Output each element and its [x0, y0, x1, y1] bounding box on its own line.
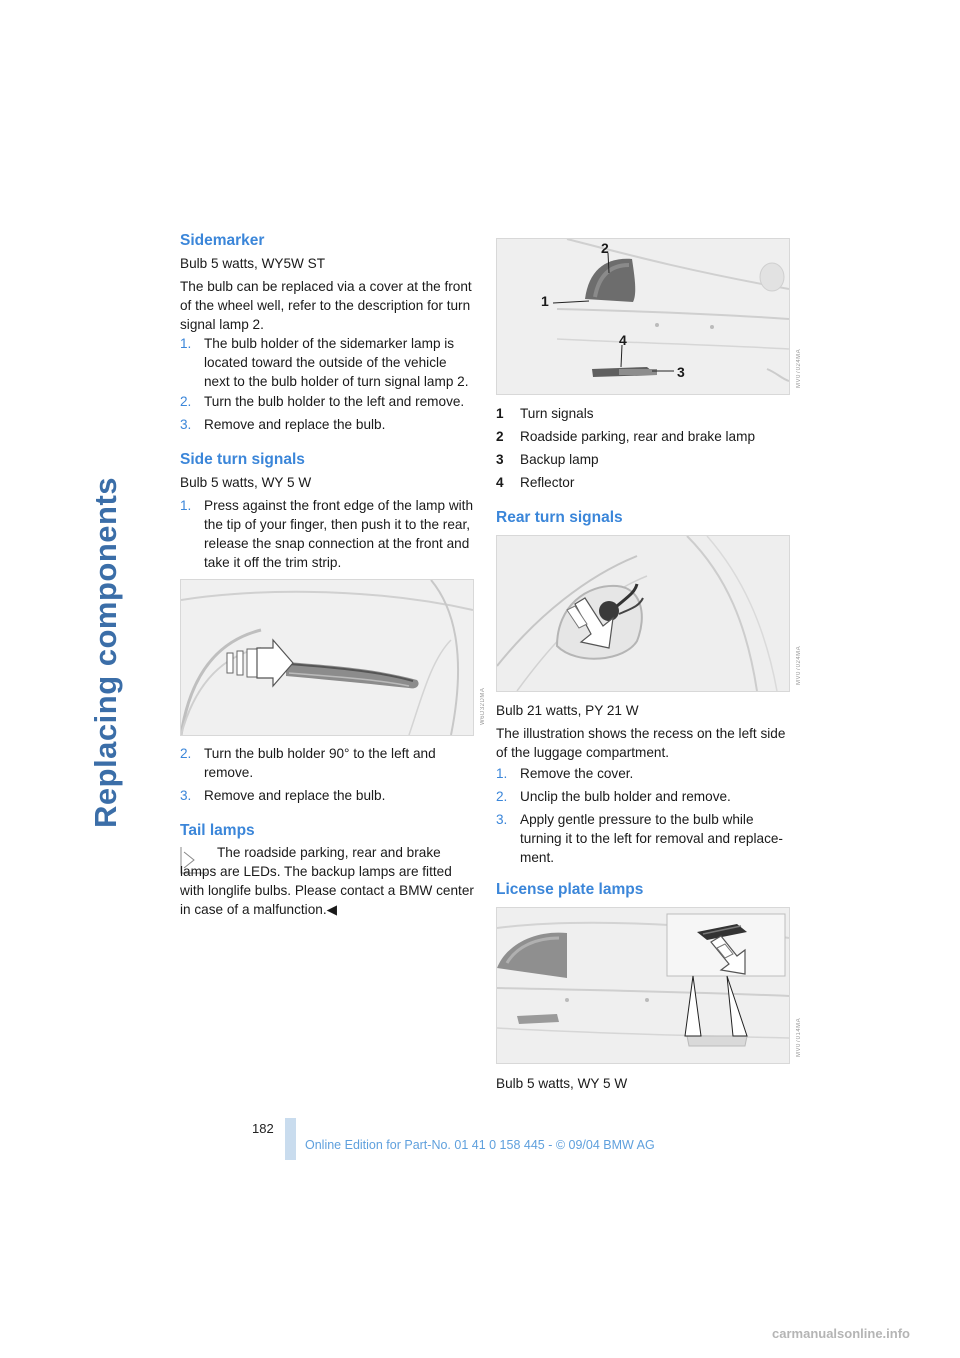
- rear-turn-heading: Rear turn signals: [496, 509, 623, 526]
- side-turn-step-1: [180, 496, 475, 572]
- legend-number: 4: [496, 475, 504, 490]
- step-number: 3.: [180, 417, 192, 432]
- legend-number: 1: [496, 406, 504, 421]
- step-text: Remove and replace the bulb.: [204, 788, 386, 803]
- step-number: 3.: [496, 812, 508, 827]
- sidemarker-heading: Sidemarker: [180, 232, 265, 249]
- step-number: 2.: [180, 746, 192, 761]
- rear-turn-step-3: [496, 810, 791, 867]
- tail-lamps-note: [180, 843, 475, 919]
- legend-item-3: [496, 450, 791, 469]
- legend-text: Turn signals: [520, 406, 594, 421]
- legend-item-2: [496, 427, 791, 446]
- car-fender-illustration: [181, 580, 473, 735]
- side-turn-step-2: [180, 744, 475, 782]
- legend-text: Backup lamp: [520, 452, 599, 467]
- step-text: Remove and replace the bulb.: [204, 417, 386, 432]
- watermark: carmanualsonline.info: [772, 1326, 910, 1341]
- license-figure-code: MV07014MA: [796, 1017, 802, 1057]
- license-bulb: Bulb 5 watts, WY 5 W: [496, 1076, 628, 1091]
- legend-item-4: [496, 473, 791, 492]
- callout-4: 4: [619, 332, 627, 348]
- callout-3: 3: [677, 364, 685, 380]
- sidemarker-step-3: [180, 415, 475, 434]
- side-turn-bulb: Bulb 5 watts, WY 5 W: [180, 475, 312, 490]
- step-text: Turn the bulb holder 90° to the left and remove.: [204, 746, 436, 780]
- step-number: 2.: [180, 394, 192, 409]
- step-number: 1.: [180, 336, 192, 351]
- step-text: Press against the front edge of the lamp with the tip of your finger, then push it to the rear, release the snap connection at the front and take it off the trim strip.: [204, 498, 474, 570]
- legend-text: Reflector: [520, 475, 575, 490]
- step-text: Remove the cover.: [520, 766, 634, 781]
- end-mark: ◀: [326, 902, 338, 917]
- side-turn-figure: [180, 579, 474, 736]
- rear-turn-step-2: [496, 787, 791, 806]
- section-title-text: Replacing components: [88, 476, 123, 828]
- step-number: 1.: [496, 766, 508, 781]
- tail-lamp-illustration: [497, 239, 789, 394]
- section-title: [88, 232, 156, 832]
- callout-2: 2: [601, 240, 609, 256]
- page-number: 182: [252, 1121, 274, 1136]
- rear-turn-figure-code: MV07024MA: [796, 645, 802, 685]
- tail-lamp-figure: [496, 238, 790, 395]
- step-text: Unclip the bulb holder and remove.: [520, 789, 731, 804]
- license-lamp-illustration: [497, 908, 789, 1063]
- side-turn-step-3: [180, 786, 475, 805]
- step-text: Turn the bulb holder to the left and remove.: [204, 394, 465, 409]
- rear-turn-figure: [496, 535, 790, 692]
- callout-1: 1: [541, 293, 549, 309]
- luggage-recess-illustration: [497, 536, 789, 691]
- step-number: 1.: [180, 498, 192, 513]
- legend-number: 3: [496, 452, 504, 467]
- tail-figure-code: MV07024MA: [796, 348, 802, 388]
- sidemarker-intro: The bulb can be replaced via a cover at the front of the wheel well, refer to the description for turn signal lamp 2.: [180, 279, 472, 332]
- step-number: 2.: [496, 789, 508, 804]
- legend-text: Roadside parking, rear and brake lamp: [520, 429, 756, 444]
- sidemarker-step-1: [180, 334, 475, 391]
- rear-turn-intro: The illustration shows the recess on the left side of the luggage compartment.: [496, 726, 786, 760]
- tail-lamps-heading: Tail lamps: [180, 822, 255, 839]
- step-text: The bulb holder of the sidemarker lamp is located toward the outside of the vehicle next to the bulb holder of turn signal lamp 2.: [204, 336, 469, 389]
- tail-lamps-note-text: The roadside parking, rear and brake lamps are LEDs. The backup lamps are fitted with longlife bulbs. Please contact a BMW center in case of a malfunction.: [180, 845, 474, 917]
- footer-bar: [285, 1118, 296, 1160]
- legend-item-1: [496, 404, 791, 423]
- license-figure: [496, 907, 790, 1064]
- legend-number: 2: [496, 429, 504, 444]
- step-text: Apply gentle pressure to the bulb while turning it to the left for removal and replace-ment.: [520, 812, 783, 865]
- sidemarker-step-2: [180, 392, 475, 411]
- sidemarker-bulb: Bulb 5 watts, WY5W ST: [180, 256, 326, 271]
- license-heading: License plate lamps: [496, 881, 644, 898]
- rear-turn-step-1: [496, 764, 791, 783]
- side-turn-figure-code: W6D32DMA: [480, 687, 486, 725]
- step-number: 3.: [180, 788, 192, 803]
- rear-turn-bulb: Bulb 21 watts, PY 21 W: [496, 703, 639, 718]
- side-turn-heading: Side turn signals: [180, 451, 305, 468]
- footer-edition: Online Edition for Part-No. 01 41 0 158 445 - © 09/04 BMW AG: [305, 1138, 655, 1152]
